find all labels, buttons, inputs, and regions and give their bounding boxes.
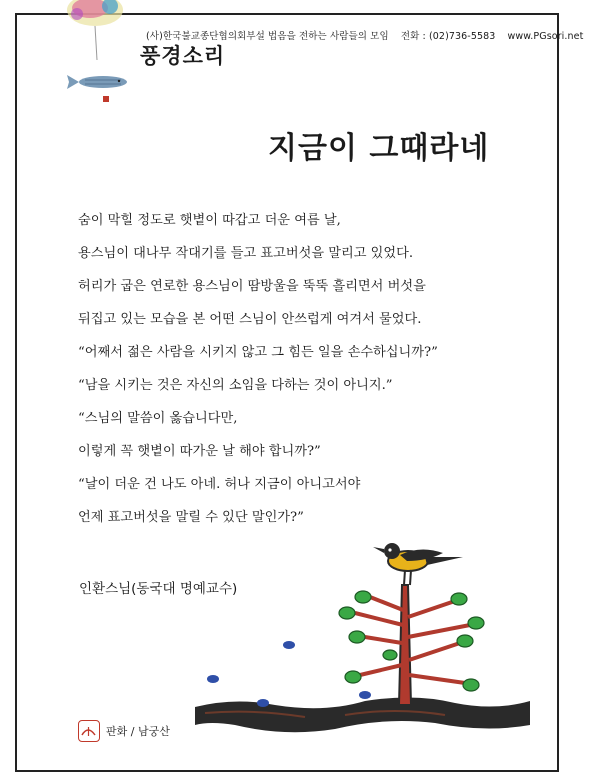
leaf-icon (463, 679, 479, 691)
leaf-icon (383, 650, 397, 660)
brand-logo: 풍경소리 (140, 43, 226, 68)
poem-line: 용스님이 대나무 작대기를 들고 표고버섯을 말리고 있었다. (78, 246, 414, 261)
poem-line: “스님의 말씀이 옳습니다만, (78, 411, 238, 426)
leaf-icon (355, 591, 371, 603)
poem-line: 숨이 막힐 정도로 햇볕이 따갑고 더운 여름 날, (78, 213, 341, 228)
leaf-icon (468, 617, 484, 629)
leaf-icon (339, 607, 355, 619)
artist-stamp-icon (78, 720, 100, 742)
blue-dot-icon (283, 641, 295, 649)
page-title: 지금이 그때라네 (268, 131, 490, 166)
author-credit: 인환스님(동국대 명예교수) (79, 581, 238, 597)
org-phone: 전화 : (02)736-5583 (400, 31, 496, 42)
leaf-icon (457, 635, 473, 647)
poem-line: 이렇게 꼭 햇볕이 따가운 날 해야 합니까?” (78, 444, 321, 459)
blue-dot-icon (257, 699, 269, 707)
artist-credit (78, 720, 170, 742)
blue-dot-icon (359, 691, 371, 699)
fish-icon (67, 75, 127, 89)
org-website: www.PGsori.net (507, 31, 584, 42)
poem-line: 허리가 굽은 연로한 용스님이 땀방울을 뚝뚝 흘리면서 버섯을 (78, 279, 426, 294)
leaf-icon (345, 671, 361, 683)
seal-mark-icon (103, 96, 109, 102)
poem-line: “날이 더운 건 나도 아네. 허나 지금이 아니고서야 (78, 477, 361, 492)
artist-name: 판화 / 남궁산 (106, 725, 170, 738)
poem-line: “남을 시키는 것은 자신의 소임을 다하는 것이 아니지.” (78, 378, 393, 393)
poem-line: 뒤집고 있는 모습을 본 어떤 스님이 안쓰럽게 여겨서 물었다. (78, 312, 422, 327)
leaf-icon (349, 631, 365, 643)
poem-body (78, 212, 438, 542)
poem-line: 언제 표고버섯을 말릴 수 있단 말인가?” (78, 510, 304, 525)
bird-icon (373, 543, 463, 585)
tree-bird-illustration (195, 525, 535, 755)
leaf-icon (451, 593, 467, 605)
org-name: (사)한국불교종단협의회부설 법음을 전하는 사람들의 모임 (146, 31, 389, 42)
poem-line: “어째서 젊은 사람을 시키지 않고 그 힘든 일을 손수하십니까?” (78, 345, 438, 360)
blue-dot-icon (207, 675, 219, 683)
